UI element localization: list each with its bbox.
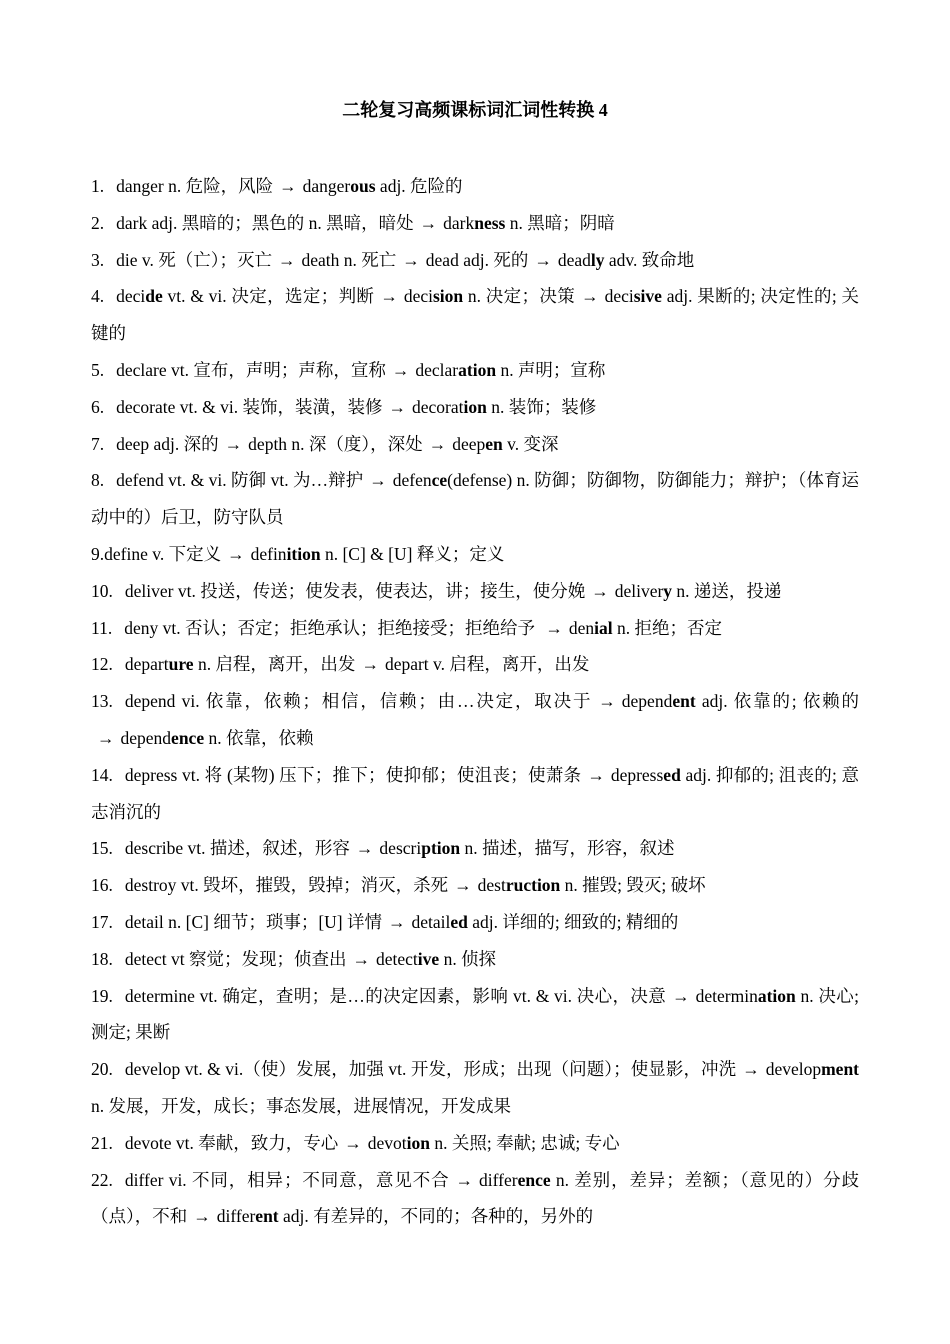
entry-number: 1. (91, 176, 105, 196)
entry-text: n. 声明；宣称 (496, 359, 606, 380)
list-item (91, 278, 859, 352)
entry-text: adj. 依靠的; 依赖的 (695, 691, 859, 712)
suffix-bold: ce (431, 470, 448, 491)
entry-text: differ (479, 1169, 518, 1190)
list-item (91, 978, 859, 1052)
entry-text: v. 变深 (502, 433, 559, 454)
entry-text: n. 摧毁; 毁灭; 破坏 (560, 875, 706, 896)
suffix-bold: ent (255, 1206, 279, 1227)
entry-text: adj. 详细的; 细致的; 精细的 (467, 911, 679, 932)
entry-text: n. 侦探 (439, 948, 497, 969)
list-item (91, 426, 859, 463)
suffix-bold: ive (417, 948, 440, 969)
entry-text: n. 发展，开发，成长；事态发展，进展情况，开发成果 (91, 1095, 511, 1116)
arrow-icon: → (598, 691, 616, 712)
suffix-bold: ption (421, 838, 461, 859)
arrow-icon: → (419, 212, 438, 233)
list-item (91, 242, 859, 279)
list-item (91, 1125, 859, 1162)
entry-number: 4. (91, 286, 105, 307)
arrow-icon: → (352, 948, 371, 969)
suffix-bold: ion (463, 396, 487, 417)
entry-text: depart v. 启程，离开，出发 (384, 654, 590, 675)
entry-text: n. 启程，离开，出发 (193, 654, 356, 675)
entry-text: depend vi. 依靠，依赖；相信，信赖；由…决定，取决于 (124, 691, 593, 712)
entry-text: detect (376, 948, 418, 969)
entry-number: 12. (91, 654, 113, 675)
suffix-bold: ence (517, 1169, 551, 1190)
entry-text: develop (765, 1059, 822, 1080)
list-item (91, 352, 859, 389)
entry-text: dest (477, 875, 506, 896)
arrow-icon: → (591, 580, 609, 601)
entry-number: 13. (91, 691, 113, 712)
arrow-icon: → (534, 249, 552, 270)
suffix-bold: ation (757, 985, 796, 1006)
list-item (91, 462, 859, 536)
entry-text: devot (367, 1132, 407, 1153)
entry-text: deep (452, 433, 486, 454)
entry-text: defend vt. & vi. 防御 vt. 为…辩护 (116, 470, 364, 491)
list-item (91, 1162, 859, 1236)
entry-number: 18. (91, 948, 113, 969)
entry-text: dark adj. 黑暗的；黑色的 n. 黑暗，暗处 (116, 212, 414, 233)
arrow-icon: → (391, 359, 410, 380)
arrow-icon: → (428, 433, 447, 454)
entry-text: death n. 死亡 (301, 249, 397, 270)
entry-text: depart (124, 654, 169, 675)
entry-text: deci (116, 286, 146, 307)
arrow-icon: → (454, 875, 472, 896)
arrow-icon: → (278, 249, 296, 270)
entry-text: n. [C] & [U] 释义；定义 (320, 543, 505, 564)
suffix-bold: ed (450, 911, 468, 932)
entry-number: 17. (91, 911, 113, 932)
entry-text: determin (695, 985, 758, 1006)
suffix-bold: ence (171, 727, 205, 748)
list-item (91, 941, 859, 978)
entry-text: defin (250, 543, 287, 564)
entry-text: n. 差别，差异；差额；（意见的）分歧（点），不和 (91, 1169, 859, 1227)
entry-text: deliver (614, 580, 664, 601)
entry-number: 21. (91, 1132, 113, 1153)
arrow-icon: → (224, 433, 243, 454)
entry-number: 5. (91, 359, 105, 380)
suffix-bold: ment (821, 1059, 859, 1080)
entry-text: differ (216, 1206, 256, 1227)
entry-text: determine vt. 确定，查明；是…的决定因素，影响 vt. & vi. 决心，决意 (124, 985, 667, 1006)
suffix-bold: en (485, 433, 503, 454)
entry-text: die v. 死（亡）；灭亡 (116, 249, 272, 270)
entry-text: adj. 有差异的，不同的；各种的，另外的 (278, 1206, 594, 1227)
entry-number: 15. (91, 838, 113, 859)
entry-text: n. 描述，描写，形容，叙述 (460, 838, 675, 859)
entry-text: dead adj. 死的 (425, 249, 529, 270)
arrow-icon: → (97, 727, 115, 748)
entry-number: 3. (91, 249, 105, 270)
suffix-bold: ruction (505, 875, 561, 896)
arrow-icon: → (545, 617, 563, 638)
entry-text: n. 递送，投递 (672, 580, 782, 601)
list-item (91, 205, 859, 242)
entry-text: develop vt. & vi.（使）发展，加强 vt. 开发，形成；出现（问题）；使显影，冲洗 (124, 1059, 737, 1080)
entry-number: 20. (91, 1059, 113, 1080)
entry-number: 10. (91, 580, 113, 601)
entry-text: deep adj. 深的 (116, 433, 219, 454)
entry-text: dark (443, 212, 475, 233)
suffix-bold: de (145, 286, 163, 307)
arrow-icon: → (361, 654, 379, 675)
entry-text: den (568, 617, 595, 638)
entry-text: depress (610, 764, 664, 785)
entry-text: depend (621, 691, 673, 712)
entry-text: n. 装饰；装修 (486, 396, 597, 417)
list-item (91, 389, 859, 426)
entry-text: adj. 危险的 (375, 176, 463, 196)
list-item (91, 830, 859, 867)
suffix-bold: ous (350, 176, 376, 196)
entry-text: n. 拒绝；否定 (612, 617, 723, 638)
entry-text: detail n. [C] 细节；琐事；[U] 详情 (124, 911, 382, 932)
suffix-bold: ness (474, 212, 506, 233)
entry-text: devote vt. 奉献，致力，专心 (124, 1132, 339, 1153)
entry-number: 6. (91, 396, 105, 417)
arrow-icon: → (369, 470, 387, 491)
arrow-icon: → (388, 911, 406, 932)
entry-number: 8. (91, 470, 105, 491)
arrow-icon: → (380, 286, 398, 307)
entry-text: describe vt. 描述，叙述，形容 (124, 838, 350, 859)
arrow-icon: → (587, 764, 605, 785)
entry-text: deny vt. 否认；否定；拒绝承认；拒绝接受；拒绝给予 (124, 617, 540, 638)
entry-number: 9. (91, 543, 105, 564)
entry-text: n. 决定；决策 (463, 286, 576, 307)
suffix-bold: ed (663, 764, 681, 785)
arrow-icon: → (455, 1169, 474, 1190)
page-title: 二轮复习高频课标词汇词性转换 4 (342, 100, 608, 120)
arrow-icon: → (193, 1206, 211, 1227)
vocabulary-list (91, 168, 859, 1235)
suffix-bold: sion (432, 286, 464, 307)
suffix-bold: ly (590, 249, 605, 270)
arrow-icon: → (402, 249, 420, 270)
list-item (91, 168, 859, 205)
entry-text: detect vt 察觉；发现；侦查出 (124, 948, 347, 969)
entry-text: decorate vt. & vi. 装饰，装潢，装修 (116, 396, 383, 417)
arrow-icon: → (227, 543, 245, 564)
entry-text: destroy vt. 毁坏，摧毁，毁掉；消灭，杀死 (124, 875, 449, 896)
list-item (91, 646, 859, 683)
suffix-bold: ent (672, 691, 696, 712)
entry-number: 22. (91, 1169, 113, 1190)
entry-text: depend (120, 727, 172, 748)
entry-text: declar (415, 359, 459, 380)
entry-number: 14. (91, 764, 113, 785)
entry-number: 7. (91, 433, 105, 454)
entry-text: adj. 抑郁的; 沮丧的; 意志消沉的 (91, 764, 859, 822)
entry-text: deci (604, 286, 634, 307)
list-item (91, 536, 859, 573)
list-item (91, 683, 859, 757)
entry-text: (defense) n. 防御；防御物，防御能力；辩护；（体育运动中的）后卫，防守队员 (91, 470, 859, 528)
entry-text: differ vi. 不同，相异；不同意，意见不合 (124, 1169, 450, 1190)
suffix-bold: ition (286, 543, 321, 564)
entry-text: adv. 致命地 (604, 249, 695, 270)
entry-text: depress vt. 将 (某物) 压下；推下；使抑郁；使沮丧；使萧条 (124, 764, 582, 785)
entry-text: depth n. 深（度），深处 (248, 433, 423, 454)
suffix-bold: ation (458, 359, 497, 380)
arrow-icon: → (388, 396, 406, 417)
entry-number: 11. (91, 617, 113, 638)
entry-number: 16. (91, 875, 113, 896)
list-item (91, 867, 859, 904)
entry-text: n. 关照; 奉献; 忠诚; 专心 (430, 1132, 620, 1153)
entry-text: defen (392, 470, 432, 491)
arrow-icon: → (344, 1132, 362, 1153)
list-item (91, 610, 859, 647)
entry-text: descri (379, 838, 422, 859)
suffix-bold: sive (633, 286, 662, 307)
list-item (91, 904, 859, 941)
entry-number: 2. (91, 212, 105, 233)
entry-text: n. 决心; 测定; 果断 (91, 985, 859, 1043)
entry-text: danger n. 危险，风险 (116, 176, 274, 196)
arrow-icon: → (581, 286, 599, 307)
suffix-bold: y (663, 580, 673, 601)
entry-text: detail (411, 911, 451, 932)
entry-text: deliver vt. 投送，传送；使发表，使表达，讲；接生，使分娩 (124, 580, 586, 601)
entry-text: declare vt. 宣布，声明；声称，宣称 (116, 359, 386, 380)
entry-text: dead (557, 249, 591, 270)
entry-text: define v. 下定义 (104, 543, 222, 564)
arrow-icon: → (355, 838, 374, 859)
suffix-bold: ion (406, 1132, 431, 1153)
entry-text: danger (302, 176, 351, 196)
arrow-icon: → (279, 176, 297, 196)
entry-number: 19. (91, 985, 113, 1006)
list-item (91, 573, 859, 610)
list-item (91, 1051, 859, 1125)
entry-text: decorat (411, 396, 464, 417)
entry-text: vt. & vi. 决定，选定；判断 (162, 286, 375, 307)
arrow-icon: → (672, 985, 690, 1006)
entry-text: deci (403, 286, 433, 307)
suffix-bold: ure (168, 654, 194, 675)
arrow-icon: → (742, 1059, 760, 1080)
entry-text: n. 黑暗；阴暗 (505, 212, 615, 233)
entry-text: n. 依靠，依赖 (204, 727, 314, 748)
entry-text: adj. 果断的; 决定性的; 关键的 (91, 286, 859, 344)
suffix-bold: ial (594, 617, 613, 638)
list-item (91, 757, 859, 831)
